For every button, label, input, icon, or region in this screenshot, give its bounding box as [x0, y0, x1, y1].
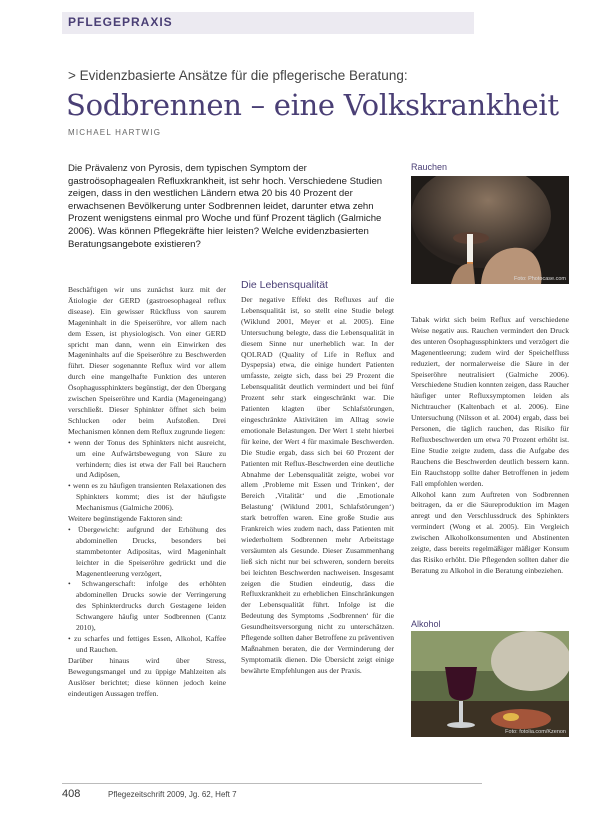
sidebar-heading-smoking: Rauchen [411, 162, 448, 172]
footer-divider [62, 783, 482, 784]
article-author: MICHAEL HARTWIG [68, 128, 162, 137]
sidebar-heading-alcohol: Alkohol [411, 619, 441, 629]
smoking-photo [411, 176, 569, 284]
journal-citation: Pflegezeitschrift 2009, Jg. 62, Heft 7 [108, 790, 237, 799]
bullet-item: • wenn es zu häufigen transienten Relaxationen des Sphinkters kommt; dies ist der häufigste Mechanismus (Galmiche 2006). [68, 481, 226, 513]
article-kicker: > Evidenzbasierte Ansätze für die pflegerische Beratung: [68, 68, 408, 83]
bullet-item: • Schwangerschaft: infolge des erhöhten abdominellen Drucks sowie der Verringerung des Sphinkterdrucks durch Gestagene leiden Schwangere häufig unter Sodbrennen (Cantz 2010), [68, 579, 226, 633]
paragraph: Der negative Effekt des Refluxes auf die Lebensqualität ist, so stellt eine Studie belegt (Wiklund 2001, Meyer et al. 2005). Eine Untersuchung belegte, dass die Lebensqualität in diesem Sinne nur unerheblich war. In der QOLRAD (Quality of Life in Reflux and Dyspepsia) etwa, die einige hundert Patienten umfasste, zeigte sich, dass bei 29 Prozent die Lebensqualität deutlich vermindert und bei fünf Prozent sehr stark eingeschränkt war. Die Patienten klagten über Schlafstörungen, eingeschränkte Aktivitäten im Alltag sowie emotionale Belastungen. Der Wert 1 steht hierbei für keine, der Wert 4 für maximale Beschwerden. Die Studie ergab, dass sich bei 60 Prozent der Patienten mit Reflux-Beschwerden eine deutliche Abnahme der Lebensqualität zeigte, wobei vor allem ‚Probleme mit Essen und Trinken‘, der Bereich ‚Vitalität‘ und die ‚Emotionale Belastung‘ (Wiklund 2001, Schlafstörungen‘) stark betroffen waren. Eine große Studie aus Frankreich wies zudem nach, dass Patienten mit wiederholtem Sodbrennen mehr Arbeitstage versäumten als Gesunde. Dieser Zusammenhang ließ sich nicht nur bei schweren, sondern bereits bei leichten Beschwerden nachweisen. Insgesamt zeigen die Studien eindeutig, dass die Refluxkrankheit zu erheblichen Einschränkungen der Lebensqualität führt. Infolge ist die Bedeutung des Symptoms ‚Sodbrennen‘ für die Gesundheitsversorgung nicht zu unterschätzen. Pflegende sollten daher Betroffene zu präventiven Maßnahmen beraten, die der Verminderung der Symptomatik dienen. Die Übersicht zeigt einige bewährte Empfehlungen aus der Praxis. [241, 295, 394, 675]
photo-credit: Foto: fotolia.com/Kzenon [505, 729, 566, 735]
paragraph: Darüber hinaus wird über Stress, Bewegungsmangel und zu üppige Mahlzeiten als Auslöser berichtet; diese können jedoch keine eindeutigen Aussagen treffen. [68, 655, 226, 698]
section-label: PFLEGEPRAXIS [68, 15, 173, 29]
paragraph: Weitere begünstigende Faktoren sind: [68, 514, 183, 524]
bullet-item: • wenn der Tonus des Sphinkters nicht ausreicht, um eine Aufwärtsbewegung von Säure zu verhindern; dies ist etwa der Fall bei Rauchern und Adipösen, [68, 437, 226, 480]
photo-credit: Foto: Photocase.com [514, 276, 566, 282]
paragraph: Alkohol kann zum Auftreten von Sodbrennen beitragen, da er die Säureproduktion im Magen anregt und den Verschlussdruck des Sphinkters vermindert (Wong et al. 2005). Ein Vergleich zwischen Alkoholkonsumenten und Abstinenten zeigte, dass bereits regelmäßiger mäßiger Konsum das Risiko erhöht. Die Pflegenden sollten daher die Beratung zu Alkohol in die Beratung einbeziehen. [411, 489, 569, 575]
paragraph: Tabak wirkt sich beim Reflux auf verschiedene Weise negativ aus. Rauchen vermindert den Druck des unteren Ösophagussphinkters und verzögert die Magenentleerung; zudem wird der Speichelfluss reduziert, der normalerweise die Säure in der Speiseröhre neutralisiert (Galmiche 2006). Verschiedene Studien konnten zeigen, dass Raucher häufiger unter Refluxsymptomen leiden als Nichtraucher (Kaltenbach et al. 2006). Eine Untersuchung (Nilsson et al. 2004) ergab, dass bei Personen, die täglich rauchen, das Risiko für Refluxbeschwerden um etwa 70 Prozent erhöht ist. Eine Studie zeigte zudem, dass die Aufgabe des Rauchens die Beschwerden deutlich bessern kann. Ein Rauchstopp sollte daher Betroffenen in jedem Fall empfohlen werden. [411, 315, 569, 488]
article-title: Sodbrennen – eine Volkskrankheit [66, 88, 559, 122]
bullet-item: • zu scharfes und fettiges Essen, Alkohol, Kaffee und Rauchen. [68, 634, 226, 654]
subheading-quality-of-life: Die Lebensqualität [241, 279, 328, 291]
article-lead: Die Prävalenz von Pyrosis, dem typischen Symptom der gastroösophagealen Refluxkrankheit, ist sehr hoch. Verschiedene Studien zeigen, dass in den westlichen Ländern etwa 20 bis 40 Prozent der erwachsenen Bevölkerung unter Sodbrennen leidet, darunter etwa zehn Prozent wenigstens einmal pro Woche und fünf Prozent täglich (Galmiche 2006). Was können Pflegekräfte hier leisten? Welche evidenzbasierten Beratungsangebote existieren? [68, 163, 383, 250]
wine-glass-illustration [411, 631, 569, 737]
text-column-2 [241, 295, 394, 677]
text-column-3 [411, 315, 569, 577]
bullet-item: • Übergewicht: aufgrund der Erhöhung des abdominellen Drucks, besonders bei stammbetonter Adipositas, wird Mageninhalt leichter in die Speiseröhre gedrückt und die Magenentleerung verzögert, [68, 524, 226, 578]
alcohol-photo [411, 631, 569, 737]
paragraph: Beschäftigen wir uns zunächst kurz mit der Ätiologie der GERD (gastroesophageal reflux disease). Ein gewisser Rückfluss von saurem Mageninhalt in die Speiseröhre, vor allem nach dem Essen, ist physiologisch. Von einer GERD spricht man dann, wenn ein Einwirken des Mageninhalts auf die Speiseröhre zu Beschwerden führt. Dieser sogenannte Reflux wird vor allem durch eine mangelhafte Funktion des unteren Ösophagussphinkters begünstigt, der den Übergang zwischen Speiseröhre und Kardia (Mageneingang) verschließt. Dieser Sphinkter öffnet sich beim Schlucken oder beim Aufstoßen. Drei Mechanismen können dem Reflux zugrunde liegen: [68, 285, 226, 436]
page-number: 408 [62, 788, 81, 800]
page-header [0, 0, 600, 40]
text-column-1 [68, 285, 226, 699]
smoking-illustration [411, 176, 569, 284]
